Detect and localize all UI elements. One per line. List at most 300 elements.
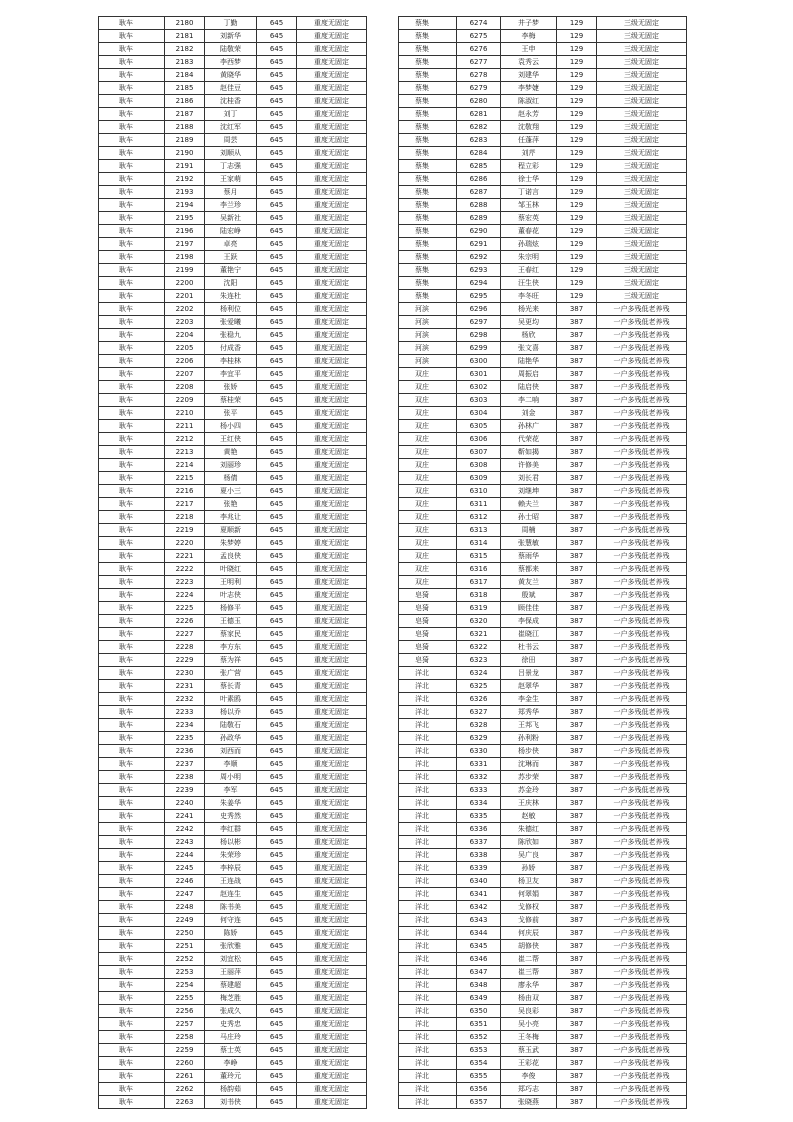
- table-row: [399, 1018, 687, 1031]
- cell-amount: 645: [257, 732, 297, 745]
- table-row: [99, 316, 367, 329]
- cell-name: 蔡月: [205, 186, 257, 199]
- cell-id: 2247: [165, 888, 205, 901]
- cell-town: 耿车: [99, 238, 165, 251]
- cell-category: 一户多残低老养残: [597, 836, 687, 849]
- table-row: [399, 875, 687, 888]
- cell-name: 王家萌: [205, 173, 257, 186]
- cell-id: 6307: [457, 446, 501, 459]
- table-row: [399, 1031, 687, 1044]
- cell-id: 2199: [165, 264, 205, 277]
- cell-category: 三级无固定: [597, 17, 687, 30]
- table-row: [399, 550, 687, 563]
- cell-name: 吕景龙: [501, 667, 557, 680]
- table-row: [99, 56, 367, 69]
- cell-town: 双庄: [399, 511, 457, 524]
- cell-id: 2255: [165, 992, 205, 1005]
- table-row: [99, 823, 367, 836]
- cell-name: 李梅: [501, 30, 557, 43]
- cell-town: 洋北: [399, 680, 457, 693]
- cell-town: 耿车: [99, 394, 165, 407]
- cell-town: 耿车: [99, 940, 165, 953]
- cell-id: 2243: [165, 836, 205, 849]
- cell-name: 李桂林: [205, 355, 257, 368]
- cell-amount: 129: [557, 69, 597, 82]
- cell-amount: 387: [557, 355, 597, 368]
- cell-category: 三级无固定: [597, 147, 687, 160]
- cell-amount: 645: [257, 95, 297, 108]
- cell-amount: 645: [257, 589, 297, 602]
- cell-category: 重度无固定: [297, 511, 367, 524]
- cell-category: 三级无固定: [597, 186, 687, 199]
- cell-town: 洋北: [399, 706, 457, 719]
- cell-town: 皂猗: [399, 628, 457, 641]
- cell-town: 耿车: [99, 706, 165, 719]
- cell-name: 陆敬荣: [205, 43, 257, 56]
- table-row: [99, 589, 367, 602]
- cell-id: 2258: [165, 1031, 205, 1044]
- cell-name: 程立彩: [501, 160, 557, 173]
- cell-amount: 387: [557, 719, 597, 732]
- cell-category: 重度无固定: [297, 654, 367, 667]
- table-row: [399, 680, 687, 693]
- cell-category: 重度无固定: [297, 264, 367, 277]
- cell-amount: 645: [257, 667, 297, 680]
- cell-amount: 645: [257, 524, 297, 537]
- cell-category: 重度无固定: [297, 225, 367, 238]
- cell-amount: 645: [257, 615, 297, 628]
- cell-category: 重度无固定: [297, 641, 367, 654]
- cell-name: 丁志强: [205, 160, 257, 173]
- cell-id: 2250: [165, 927, 205, 940]
- cell-amount: 387: [557, 394, 597, 407]
- table-row: [399, 368, 687, 381]
- cell-town: 蔡集: [399, 251, 457, 264]
- cell-category: 三级无固定: [597, 160, 687, 173]
- cell-amount: 645: [257, 1044, 297, 1057]
- table-row: [399, 524, 687, 537]
- table-row: [99, 836, 367, 849]
- left-table-body: [99, 17, 367, 1109]
- cell-town: 蔡集: [399, 82, 457, 95]
- cell-name: 李梦婕: [501, 82, 557, 95]
- cell-id: 6299: [457, 342, 501, 355]
- cell-name: 徐田: [501, 654, 557, 667]
- cell-name: 蔡长青: [205, 680, 257, 693]
- cell-amount: 645: [257, 290, 297, 303]
- cell-category: 重度无固定: [297, 446, 367, 459]
- cell-amount: 129: [557, 277, 597, 290]
- cell-town: 洋北: [399, 914, 457, 927]
- cell-id: 2262: [165, 1083, 205, 1096]
- cell-id: 6343: [457, 914, 501, 927]
- cell-name: 夏顺新: [205, 524, 257, 537]
- cell-amount: 645: [257, 719, 297, 732]
- table-row: [399, 420, 687, 433]
- table-row: [399, 537, 687, 550]
- cell-name: 杨修平: [205, 602, 257, 615]
- cell-town: 洋北: [399, 953, 457, 966]
- table-row: [99, 784, 367, 797]
- cell-amount: 645: [257, 160, 297, 173]
- cell-id: 2221: [165, 550, 205, 563]
- cell-id: 6289: [457, 212, 501, 225]
- cell-town: 洋北: [399, 1057, 457, 1070]
- cell-town: 耿车: [99, 225, 165, 238]
- cell-id: 6333: [457, 784, 501, 797]
- table-row: [399, 264, 687, 277]
- table-row: [399, 69, 687, 82]
- left-table: [98, 16, 367, 1109]
- table-row: [399, 186, 687, 199]
- cell-category: 重度无固定: [297, 563, 367, 576]
- cell-id: 2196: [165, 225, 205, 238]
- cell-category: 重度无固定: [297, 1096, 367, 1109]
- cell-amount: 387: [557, 823, 597, 836]
- cell-id: 2197: [165, 238, 205, 251]
- cell-amount: 387: [557, 589, 597, 602]
- cell-name: 李梓辰: [205, 862, 257, 875]
- cell-amount: 387: [557, 849, 597, 862]
- cell-amount: 645: [257, 134, 297, 147]
- cell-amount: 645: [257, 875, 297, 888]
- cell-id: 2219: [165, 524, 205, 537]
- cell-amount: 129: [557, 17, 597, 30]
- cell-id: 6310: [457, 485, 501, 498]
- cell-town: 蔡集: [399, 212, 457, 225]
- table-row: [399, 238, 687, 251]
- cell-name: 沈红军: [205, 121, 257, 134]
- cell-category: 重度无固定: [297, 797, 367, 810]
- cell-id: 2233: [165, 706, 205, 719]
- cell-id: 2248: [165, 901, 205, 914]
- cell-name: 王跃: [205, 251, 257, 264]
- table-row: [399, 56, 687, 69]
- cell-category: 三级无固定: [597, 264, 687, 277]
- cell-amount: 645: [257, 680, 297, 693]
- cell-category: 一户多残低老养残: [597, 459, 687, 472]
- cell-name: 陈娇: [205, 927, 257, 940]
- cell-id: 6302: [457, 381, 501, 394]
- cell-id: 2236: [165, 745, 205, 758]
- cell-category: 重度无固定: [297, 251, 367, 264]
- cell-id: 6338: [457, 849, 501, 862]
- cell-name: 张晓燕: [501, 1096, 557, 1109]
- table-row: [99, 1031, 367, 1044]
- cell-town: 耿车: [99, 43, 165, 56]
- cell-amount: 387: [557, 472, 597, 485]
- cell-id: 2189: [165, 134, 205, 147]
- cell-town: 洋北: [399, 836, 457, 849]
- cell-town: 耿车: [99, 264, 165, 277]
- cell-id: 2186: [165, 95, 205, 108]
- cell-town: 耿车: [99, 875, 165, 888]
- cell-id: 2200: [165, 277, 205, 290]
- table-row: [399, 1083, 687, 1096]
- cell-name: 殷斌: [501, 589, 557, 602]
- cell-category: 重度无固定: [297, 56, 367, 69]
- cell-name: 李兆让: [205, 511, 257, 524]
- cell-amount: 387: [557, 680, 597, 693]
- cell-name: 史秀然: [205, 810, 257, 823]
- table-row: [99, 979, 367, 992]
- cell-id: 6312: [457, 511, 501, 524]
- cell-amount: 645: [257, 758, 297, 771]
- cell-name: 王春红: [501, 264, 557, 277]
- cell-category: 重度无固定: [297, 108, 367, 121]
- cell-town: 耿车: [99, 693, 165, 706]
- cell-name: 王连战: [205, 875, 257, 888]
- table-row: [99, 914, 367, 927]
- cell-town: 蔡集: [399, 147, 457, 160]
- cell-id: 2216: [165, 485, 205, 498]
- cell-town: 耿车: [99, 472, 165, 485]
- table-row: [399, 836, 687, 849]
- cell-amount: 387: [557, 459, 597, 472]
- cell-name: 郑秀华: [501, 706, 557, 719]
- cell-town: 蔡集: [399, 238, 457, 251]
- cell-id: 2241: [165, 810, 205, 823]
- table-row: [399, 134, 687, 147]
- cell-id: 2231: [165, 680, 205, 693]
- cell-category: 重度无固定: [297, 69, 367, 82]
- table-row: [99, 797, 367, 810]
- cell-town: 洋北: [399, 784, 457, 797]
- cell-amount: 645: [257, 511, 297, 524]
- cell-category: 三级无固定: [597, 43, 687, 56]
- cell-name: 叶晓红: [205, 563, 257, 576]
- cell-town: 耿车: [99, 17, 165, 30]
- cell-category: 一户多残低老养残: [597, 758, 687, 771]
- cell-category: 重度无固定: [297, 147, 367, 160]
- cell-category: 重度无固定: [297, 1031, 367, 1044]
- cell-category: 三级无固定: [597, 212, 687, 225]
- cell-town: 洋北: [399, 979, 457, 992]
- cell-name: 周楠: [501, 524, 557, 537]
- cell-amount: 645: [257, 927, 297, 940]
- cell-category: 一户多残低老养残: [597, 849, 687, 862]
- table-row: [99, 238, 367, 251]
- cell-amount: 645: [257, 433, 297, 446]
- cell-amount: 387: [557, 1070, 597, 1083]
- cell-amount: 645: [257, 888, 297, 901]
- cell-id: 2215: [165, 472, 205, 485]
- cell-town: 耿车: [99, 56, 165, 69]
- cell-amount: 129: [557, 82, 597, 95]
- cell-category: 重度无固定: [297, 472, 367, 485]
- cell-amount: 645: [257, 1031, 297, 1044]
- cell-town: 河滨: [399, 355, 457, 368]
- cell-category: 重度无固定: [297, 615, 367, 628]
- cell-amount: 645: [257, 407, 297, 420]
- table-row: [99, 550, 367, 563]
- cell-town: 耿车: [99, 316, 165, 329]
- cell-name: 赵佳豆: [205, 82, 257, 95]
- cell-amount: 645: [257, 446, 297, 459]
- cell-amount: 645: [257, 121, 297, 134]
- cell-amount: 387: [557, 576, 597, 589]
- table-row: [99, 355, 367, 368]
- cell-amount: 387: [557, 602, 597, 615]
- cell-id: 6308: [457, 459, 501, 472]
- cell-name: 井子梦: [501, 17, 557, 30]
- cell-amount: 387: [557, 862, 597, 875]
- cell-category: 重度无固定: [297, 849, 367, 862]
- cell-id: 2182: [165, 43, 205, 56]
- table-row: [399, 602, 687, 615]
- cell-category: 一户多残低老养残: [597, 368, 687, 381]
- cell-name: 董春花: [501, 225, 557, 238]
- cell-category: 重度无固定: [297, 1005, 367, 1018]
- cell-town: 双庄: [399, 446, 457, 459]
- cell-town: 耿车: [99, 589, 165, 602]
- cell-name: 戈修前: [501, 914, 557, 927]
- table-row: [99, 108, 367, 121]
- cell-id: 2185: [165, 82, 205, 95]
- cell-category: 重度无固定: [297, 498, 367, 511]
- table-row: [399, 953, 687, 966]
- cell-id: 2224: [165, 589, 205, 602]
- cell-category: 一户多残低老养残: [597, 784, 687, 797]
- cell-category: 三级无固定: [597, 82, 687, 95]
- table-row: [99, 758, 367, 771]
- table-row: [99, 472, 367, 485]
- cell-town: 双庄: [399, 459, 457, 472]
- cell-town: 耿车: [99, 615, 165, 628]
- cell-town: 耿车: [99, 1005, 165, 1018]
- cell-category: 重度无固定: [297, 745, 367, 758]
- cell-name: 叶素鸥: [205, 693, 257, 706]
- cell-category: 一户多残低老养残: [597, 654, 687, 667]
- cell-id: 6300: [457, 355, 501, 368]
- cell-amount: 645: [257, 537, 297, 550]
- cell-name: 徐士华: [501, 173, 557, 186]
- cell-amount: 645: [257, 654, 297, 667]
- cell-town: 耿车: [99, 1070, 165, 1083]
- table-row: [399, 992, 687, 1005]
- cell-id: 6287: [457, 186, 501, 199]
- cell-amount: 387: [557, 966, 597, 979]
- cell-town: 洋北: [399, 693, 457, 706]
- cell-town: 耿车: [99, 82, 165, 95]
- cell-town: 皂猗: [399, 641, 457, 654]
- table-row: [399, 641, 687, 654]
- cell-amount: 645: [257, 277, 297, 290]
- cell-town: 耿车: [99, 329, 165, 342]
- table-row: [399, 706, 687, 719]
- table-row: [399, 628, 687, 641]
- right-table-body: [399, 17, 687, 1109]
- cell-amount: 387: [557, 953, 597, 966]
- table-row: [99, 667, 367, 680]
- table-row: [99, 628, 367, 641]
- cell-name: 孙林广: [501, 420, 557, 433]
- cell-town: 河滨: [399, 329, 457, 342]
- cell-amount: 129: [557, 160, 597, 173]
- cell-name: 许修美: [501, 459, 557, 472]
- cell-name: 朱梦婷: [205, 537, 257, 550]
- cell-category: 一户多残低老养残: [597, 550, 687, 563]
- cell-category: 一户多残低老养残: [597, 1005, 687, 1018]
- cell-name: 张广营: [205, 667, 257, 680]
- table-row: [99, 888, 367, 901]
- cell-town: 耿车: [99, 719, 165, 732]
- cell-town: 皂猗: [399, 615, 457, 628]
- cell-amount: 645: [257, 212, 297, 225]
- cell-id: 6350: [457, 1005, 501, 1018]
- table-row: [399, 381, 687, 394]
- table-row: [99, 1057, 367, 1070]
- cell-amount: 645: [257, 1057, 297, 1070]
- cell-amount: 387: [557, 732, 597, 745]
- cell-category: 重度无固定: [297, 407, 367, 420]
- table-row: [99, 303, 367, 316]
- cell-id: 6297: [457, 316, 501, 329]
- cell-id: 6305: [457, 420, 501, 433]
- cell-id: 6337: [457, 836, 501, 849]
- cell-town: 耿车: [99, 563, 165, 576]
- cell-amount: 645: [257, 823, 297, 836]
- cell-category: 一户多残低老养残: [597, 732, 687, 745]
- cell-town: 双庄: [399, 537, 457, 550]
- cell-id: 2207: [165, 368, 205, 381]
- cell-name: 孙瑞炫: [501, 238, 557, 251]
- cell-amount: 387: [557, 927, 597, 940]
- cell-name: 沈阳: [205, 277, 257, 290]
- table-row: [399, 654, 687, 667]
- cell-id: 2210: [165, 407, 205, 420]
- cell-id: 6334: [457, 797, 501, 810]
- cell-amount: 645: [257, 459, 297, 472]
- cell-category: 一户多残低老养残: [597, 745, 687, 758]
- cell-amount: 387: [557, 1044, 597, 1057]
- cell-id: 2208: [165, 381, 205, 394]
- cell-category: 重度无固定: [297, 381, 367, 394]
- cell-id: 2238: [165, 771, 205, 784]
- table-row: [99, 17, 367, 30]
- cell-name: 赵连生: [205, 888, 257, 901]
- cell-amount: 645: [257, 940, 297, 953]
- cell-name: 刘金: [501, 407, 557, 420]
- cell-town: 洋北: [399, 771, 457, 784]
- cell-name: 吴良彩: [501, 1005, 557, 1018]
- cell-town: 耿车: [99, 979, 165, 992]
- cell-id: 6352: [457, 1031, 501, 1044]
- cell-category: 重度无固定: [297, 134, 367, 147]
- cell-town: 耿车: [99, 108, 165, 121]
- cell-amount: 645: [257, 485, 297, 498]
- cell-name: 黄晓华: [205, 69, 257, 82]
- cell-category: 一户多残低老养残: [597, 667, 687, 680]
- cell-town: 耿车: [99, 290, 165, 303]
- cell-town: 耿车: [99, 602, 165, 615]
- cell-town: 耿车: [99, 420, 165, 433]
- table-row: [99, 264, 367, 277]
- cell-town: 洋北: [399, 1044, 457, 1057]
- cell-amount: 645: [257, 784, 297, 797]
- table-row: [99, 121, 367, 134]
- cell-category: 一户多残低老养残: [597, 927, 687, 940]
- cell-name: 杨韵茹: [205, 1083, 257, 1096]
- cell-town: 耿车: [99, 199, 165, 212]
- cell-id: 6318: [457, 589, 501, 602]
- cell-category: 三级无固定: [597, 290, 687, 303]
- table-row: [399, 719, 687, 732]
- cell-amount: 387: [557, 1018, 597, 1031]
- cell-town: 皂猗: [399, 602, 457, 615]
- cell-id: 2257: [165, 1018, 205, 1031]
- cell-name: 胡修侠: [501, 940, 557, 953]
